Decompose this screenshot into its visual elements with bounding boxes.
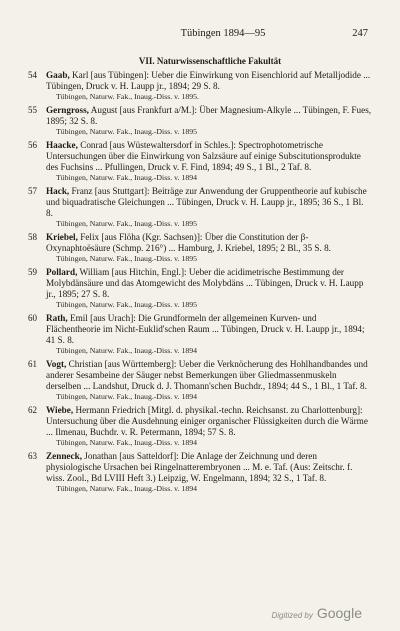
author-name: Hack, [46,186,70,196]
entry-number: 60 [28,313,37,323]
page-number: 247 [352,28,368,39]
entry-text: Felix [aus Flöha (Kgr. Sachsen)]: Über die Constitution der β-Oxynaphtoësäure (Schmp. 216°) ... Hamburg, J. Kriebel, 1895; 2 Bl., 35 S. 8. [46,232,331,253]
entry-54 [28,70,372,101]
digitization-footer [271,605,362,621]
page-header [78,28,368,42]
entry-body [46,140,372,173]
entry-number: 55 [28,105,37,115]
entry-60 [28,313,372,355]
entry-text: Emil [aus Urach]: Die Grundformeln der allgemeinen Kurven- und Flächentheorie im Nicht-Euklid'schen Raum ... Tübingen, Druck v. H. Laupp jr., 1894; 41 S. 8. [46,313,365,345]
entry-number: 54 [28,70,37,80]
author-name: Zenneck, [46,451,82,461]
entry-body [46,186,372,219]
running-head: Tübingen 1894—95 [180,28,266,39]
dissertation-note: Tübingen, Naturw. Fak., Inaug.-Diss. v. 1895 [56,127,198,136]
entry-body [46,359,372,392]
author-name: Kriebel, [46,232,78,242]
digitized-label: Digitized by [271,611,313,620]
entry-body [46,313,372,346]
author-name: Vogt, [46,359,67,369]
entry-number: 58 [28,232,37,242]
entry-59 [28,267,372,309]
entry-body [46,267,372,300]
entry-text: William [aus Hitchin, Engl.]: Ueber die acidimetrische Bestimmung der Molybdänsäure und das Atomgewicht des Molybdäns ... Tübingen, Druck v. H. Laupp jr., 1895; 27 S. 8. [46,267,364,299]
dissertation-note: Tübingen, Naturw. Fak., Inaug.-Diss. v. 1894 [56,346,198,355]
author-name: Gaab, [46,70,70,80]
author-name: Haacke, [46,140,78,150]
entry-number: 62 [28,405,37,415]
dissertation-note: Tübingen, Naturw. Fak., Inaug.-Diss. v. 1894 [56,484,198,493]
author-name: Gerngross, [46,105,89,115]
entry-number: 57 [28,186,37,196]
entry-61 [28,359,372,401]
entry-text: Conrad [aus Wüstewaltersdorf in Schles.]: Spectrophotometrische Untersuchungen über die Einwirkung von Salzsäure auf einige Subscitutionsprodukte des Fuchsins ... Pfullingen, Druck v. F. Find, 1894; 49 S., 1 Bl., 2 Taf. 8. [46,140,361,172]
entry-number: 61 [28,359,37,369]
entry-number: 63 [28,451,37,461]
entry-body [46,105,372,127]
entry-text: August [aus Frankfurt a/M.]: Über Magnesium-Alkyle ... Tübingen, F. Fues, 1895; 32 S. 8. [46,105,372,126]
entry-55 [28,105,372,136]
entry-body [46,70,372,92]
entry-text: Jonathan [aus Satteldorf]: Die Anlage der Zeichnung und deren physiologische Ursachen bei Ringelnatterembryonen ... M. e. Taf. (Aus: Zeitschr. f. wiss. Zool., Bd LVIII Heft 3.) Leipzig, W. Engelmann, 1894; 32 S., 1 Taf. 8. [46,451,353,483]
entry-57 [28,186,372,228]
entry-58 [28,232,372,263]
entry-text: Karl [aus Tübingen]: Ueber die Einwirkung von Eisenchlorid auf Metalljodide ... Tübingen, Druck v. H. Laupp jr., 1894; 29 S. 8. [46,70,371,91]
entry-number: 59 [28,267,37,277]
dissertation-note: Tübingen, Naturw. Fak., Inaug.-Diss. v. 1895 [56,300,198,309]
dissertation-note: Tübingen, Naturw. Fak., Inaug.-Diss. v. 1895 [56,254,198,263]
dissertation-note: Tübingen, Naturw. Fak., Inaug.-Diss. v. 1895. [56,92,199,101]
entry-text: Franz [aus Stuttgart]: Beiträge zur Anwendung der Gruppentheorie auf kubische und biquadratische Gleichungen ... Tübingen, Druck v. H. Laupp jr., 1895; 36 S., 1 Bl. 8. [46,186,367,218]
dissertation-note: Tübingen, Naturw. Fak., Inaug.-Diss. v. 1894 [56,392,198,401]
author-name: Rath, [46,313,68,323]
entry-text: Christian [aus Württemberg]: Ueber die Verknöcherung des Hohlhandbandes und anderer Sesambeine der Säuger nebst Bemerkungen über Gliedmassenmuskeln derselben ... Landshut, Druck d. J. Thomann'schen Buchdr., 1894; 44 S., 1 Bl., 1 Taf. 8. [46,359,368,391]
author-name: Pollard, [46,267,78,277]
entry-number: 56 [28,140,37,150]
dissertation-note: Tübingen, Naturw. Fak., Inaug.-Diss. v. 1894 [56,173,198,182]
author-name: Wiebe, [46,405,74,415]
section-title: VII. Naturwissenschaftliche Fakultät [138,56,282,66]
dissertation-note: Tübingen, Naturw. Fak., Inaug.-Diss. v. 1895 [56,219,198,228]
entry-56 [28,140,372,182]
google-logo: Google [316,605,362,621]
entry-body [46,232,372,254]
entry-63 [28,451,372,493]
entry-body [46,451,372,484]
entry-body [46,405,372,438]
dissertation-note: Tübingen, Naturw. Fak., Inaug.-Diss. v. 1894 [56,438,198,447]
entry-text: Hermann Friedrich [Mitgl. d. physikal.-techn. Reichsanst. zu Charlottenburg]: Untersuchung über die Ausdehnung einiger organischer Flüssigkeiten durch die Wärme ... Ilmenau, Buchdr. v. R. Petermann, 1894; 57 S. 8. [46,405,368,437]
entry-62 [28,405,372,447]
entry-list [28,70,372,497]
